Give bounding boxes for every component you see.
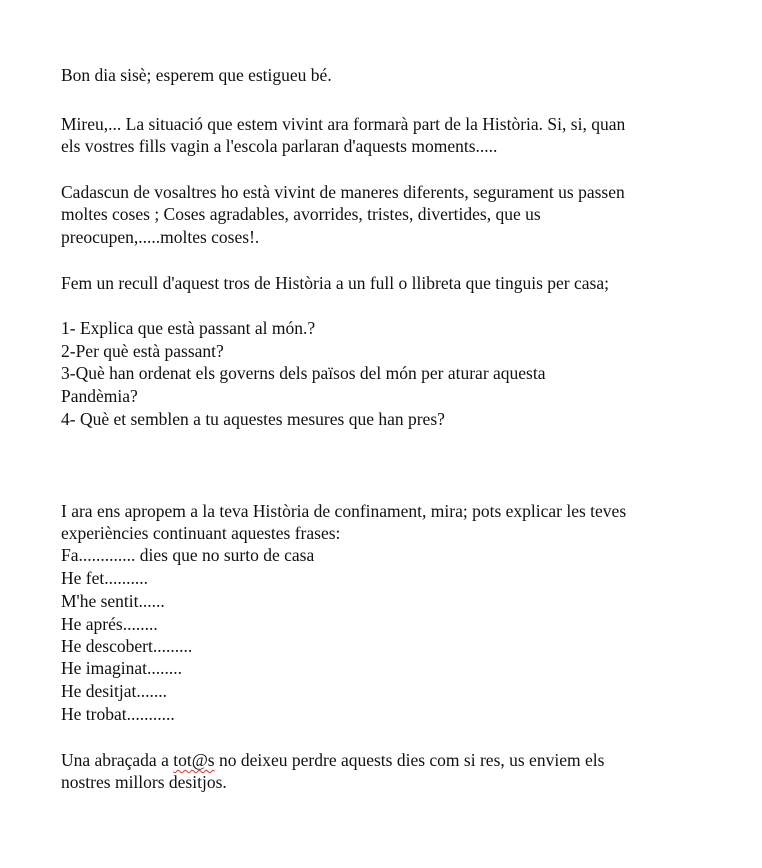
question-item: 4- Què et semblen a tu aquestes mesures que han pres? (61, 409, 445, 429)
closing-line (61, 749, 604, 771)
intro-line: els vostres fills vagin a l'escola parlaran d'aquests moments..... (61, 136, 498, 156)
feelings-line: preocupen,.....moltes coses!. (61, 227, 260, 247)
confinement-line: experiències continuant aquestes frases: (61, 523, 341, 543)
prompt-item: He imaginat........ (61, 658, 183, 678)
prompt-item: He trobat........... (61, 704, 175, 724)
question-item: 1- Explica que està passant al món.? (61, 318, 316, 338)
prompt-item: He desitjat....... (61, 681, 167, 701)
feelings-line: moltes coses ; Coses agradables, avorrides, tristes, divertides, que us (61, 204, 541, 224)
prompt-item: Fa............. dies que no surto de casa (61, 545, 315, 565)
question-item: Pandèmia? (61, 386, 138, 406)
question-item: 2-Per què està passant? (61, 341, 224, 361)
closing-text: Una abraçada a (61, 750, 174, 770)
question-item: 3-Què han ordenat els governs dels països del món per aturar aquesta (61, 363, 546, 383)
feelings-line: Cadascun de vosaltres ho està vivint de maneres diferents, segurament us passen (61, 182, 625, 202)
greeting-line: Bon dia sisè; esperem que estigueu bé. (61, 65, 332, 85)
prompt-item: M'he sentit...... (61, 591, 165, 611)
task-line: Fem un recull d'aquest tros de Història a un full o llibreta que tinguis per casa; (61, 273, 609, 293)
confinement-line: I ara ens apropem a la teva Història de confinament, mira; pots explicar les teves (61, 501, 627, 521)
closing-line: nostres millors desitjos. (61, 772, 227, 792)
prompt-item: He descobert......... (61, 636, 193, 656)
prompt-item: He aprés........ (61, 614, 158, 634)
prompt-item: He fet.......... (61, 568, 148, 588)
closing-text: no deixeu perdre aquests dies com si res, us enviem els (214, 750, 605, 770)
misspelled-word: tot@s (173, 750, 215, 770)
intro-line: Mireu,... La situació que estem vivint ara formarà part de la Història. Si, si, quan (61, 114, 626, 134)
